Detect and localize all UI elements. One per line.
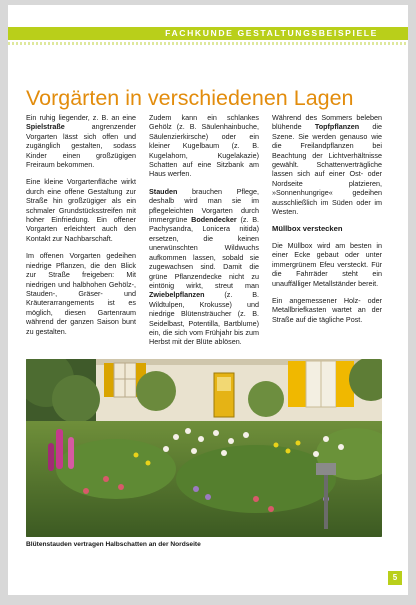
- paragraph: Stauden brauchen Pflege, deshalb wird man sie im pflegeleichten Vorgarten durch immergrüne Bodendecker (z. B. Pachysandra, Lonicera nitida) ersetzen, die keinen unerwünschten Wildwuchs aufkommen lassen, sobald sie zugewachsen sind. Damit die grüne Pflanzendecke nicht zu eintönig wirkt, streut man Zwiebelpflanzen (z. B. Wildtulpen, Krokusse) und niedrige Blütensträucher (z. B. Seidelbast, Potentilla, Bartblume) ein, die sich vom Frühjahr bis zum Herbst mit der Blüte ablösen.: [149, 186, 259, 347]
- paragraph: Eine kleine Vorgartenfläche wirkt durch eine offene Gestaltung zur Straße hin großzügiger als ein schmaler Grundstücksstreifen mit hoher Einfriedung. Ein offener Vorgarten erleichtert auch den Kontakt zur Nachbarschaft.: [26, 177, 136, 243]
- page-number: 5: [388, 571, 402, 585]
- text-column-1: [26, 113, 136, 344]
- paragraph: Im offenen Vorgarten gedeihen niedrige Pflanzen, die den Blick zur Straße freigeben: Mit niedrigen und halbhohen Gehölz-, Stauden-, Gräser- und Kräuterarrangements ist es möglich, diesen Gartenraum während der ganzen Saison bunt zu gestalten.: [26, 251, 136, 336]
- subheading: Müllbox verstecken: [272, 224, 343, 234]
- garden-photo: [26, 359, 382, 537]
- paragraph: Zudem kann ein schlankes Gehölz (z. B. Säulenhainbuche, Säulenzierkirsche) oder ein kleiner Kugelbaum (z. B. Kugelahorn, Kugelakazie) Schatten auf eine Sitzbank am Haus werfen.: [149, 113, 259, 179]
- paragraph: Die Müllbox wird am besten in einer Ecke gebaut oder unter immergrünem Efeu versteckt. Für die Fahrräder steht ein unauffälliger Metallständer bereit.: [272, 240, 382, 288]
- header-dotted-rule: [8, 42, 408, 45]
- paragraph: Ein angemessener Holz- oder Metallbriefkasten wartet an der Straße auf die tägliche Post.: [272, 295, 382, 324]
- paragraph: Während des Sommers beleben blühende Topfpflanzen die Szene. Sie werden genauso wie die Freilandpflanzen bei Beachtung der Lichtverhältnisse gewählt. Schattenverträgliche lassen sich auf einer Ost- oder Nordseite platzieren, »Sonnenhungrige« gedeihen ausschließlich im Süden oder im Westen.: [272, 113, 383, 217]
- magazine-page: [8, 5, 408, 595]
- text-column-2: [149, 113, 259, 355]
- text-column-3: [272, 113, 382, 332]
- paragraph: Ein ruhig liegender, z. B. an eine Spielstraße angrenzender Vorgarten lässt sich offen und zugänglich gestalten, sodass Kinder einen großzügigen Freiraum bekommen.: [26, 113, 136, 170]
- section-header-text: FACHKUNDE GESTALTUNGSBEISPIELE: [165, 28, 378, 38]
- section-header-band: [8, 27, 408, 40]
- article-title: Vorgärten in verschiedenen Lagen: [26, 86, 354, 111]
- photo-caption: Blütenstauden vertragen Halbschatten an der Nordseite: [26, 541, 201, 548]
